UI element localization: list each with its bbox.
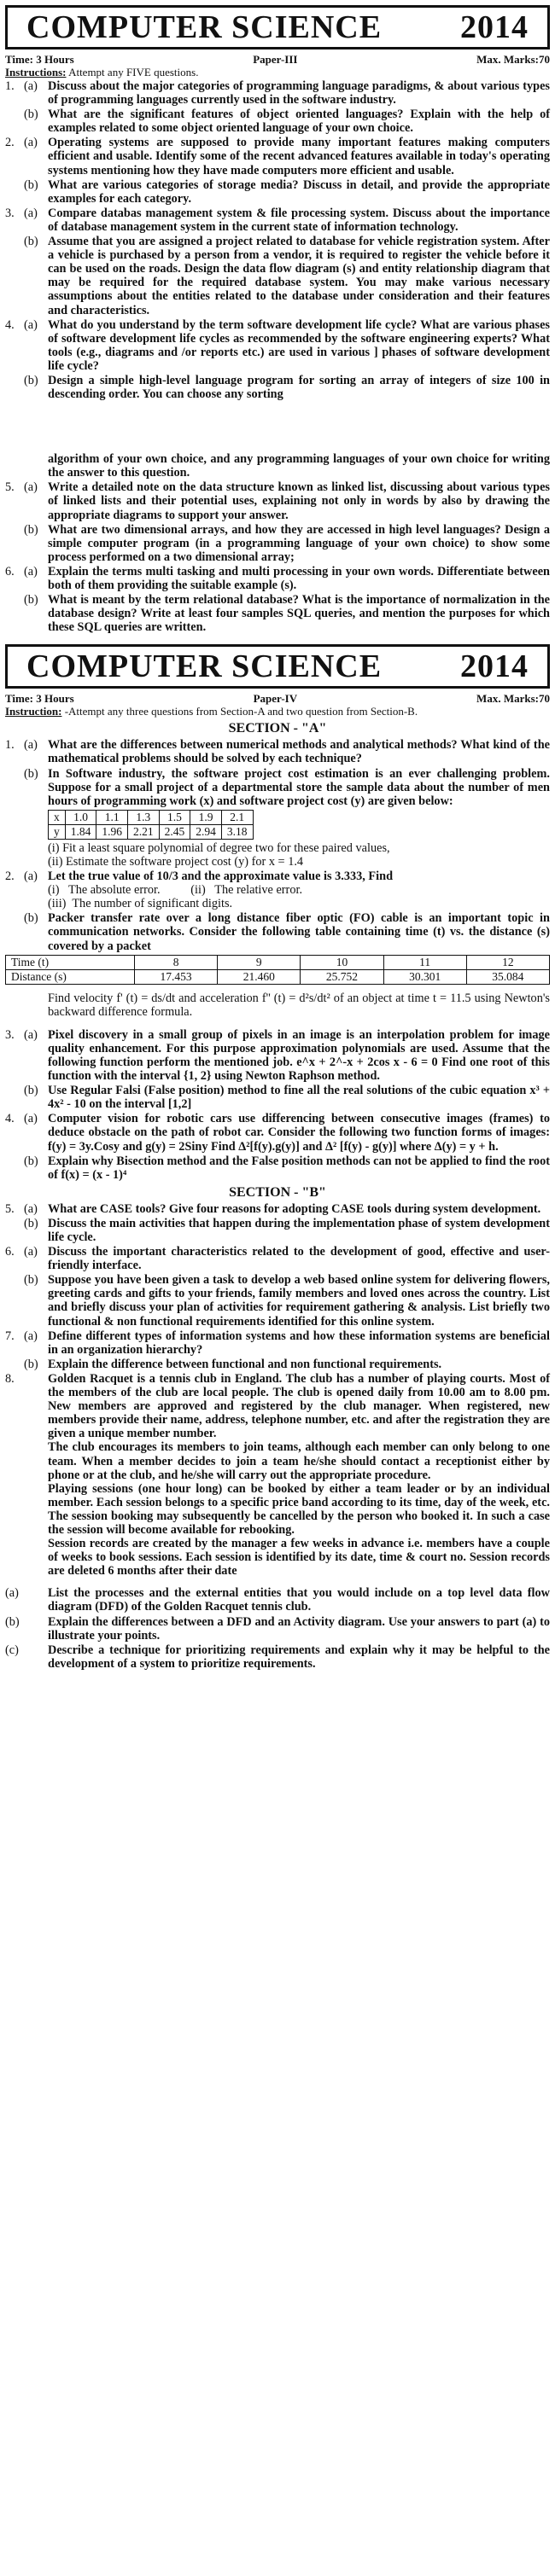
question-part: (a) bbox=[24, 1245, 38, 1259]
question-text: List the processes and the external entities that you would include on a top level data flow diagram (DFD) of the Golden Racquet tennis club. bbox=[48, 1586, 550, 1614]
question-part: (b) bbox=[24, 522, 38, 537]
paper4-question bbox=[5, 767, 550, 808]
question-part: (b) bbox=[24, 1273, 38, 1288]
question-part: (b) bbox=[24, 1216, 38, 1230]
q2a-items bbox=[5, 883, 550, 910]
question-part: (b) bbox=[24, 235, 38, 249]
paper3-question bbox=[5, 565, 550, 592]
question-number bbox=[5, 1084, 24, 1111]
paper3-questions bbox=[5, 79, 550, 401]
paper4-question bbox=[5, 1358, 550, 1371]
paper4-paper: Paper-IV bbox=[253, 692, 298, 706]
question-part: (a) bbox=[24, 136, 38, 150]
question-text: What are the differences between numerical methods and analytical methods? What kind of the mathematical problems should be solved by each technique? bbox=[48, 738, 550, 766]
q2b-tail: Find velocity f' (t) = ds/dt and acceleration f'' (t) = d²s/dt² of an object at time t = 11.5 using Newton's backward difference formula. bbox=[48, 991, 550, 1019]
question-number: 2. bbox=[5, 136, 15, 150]
question-number bbox=[5, 523, 24, 564]
q8-paragraph: Playing sessions (one hour long) can be booked by either a team leader or by an individual member. Each session belongs to a specific price band according to its time, day of the week, etc. The session booking may subsequently be cancelled by the person who booked it. In such a case the session will become available for rebooking. bbox=[48, 1481, 550, 1537]
table-row-label: Distance (s) bbox=[6, 969, 135, 984]
table-cell: 17.453 bbox=[134, 969, 217, 984]
q2a bbox=[5, 869, 550, 883]
table-row-label: y bbox=[49, 824, 66, 839]
table-cell: 1.0 bbox=[65, 810, 96, 824]
paper4-title-bar bbox=[5, 644, 550, 689]
paper3-question bbox=[5, 108, 550, 135]
paper3-question bbox=[5, 374, 550, 401]
question-part: (a) bbox=[24, 1201, 38, 1216]
q1b-item: (i) Fit a least square polynomial of degree two for these paired values, bbox=[48, 840, 390, 855]
question-number: 6. bbox=[5, 1245, 15, 1259]
table-cell: 2.1 bbox=[221, 810, 253, 824]
question-part: (b) bbox=[24, 1357, 38, 1371]
paper3-question bbox=[5, 235, 550, 317]
paper4-instructions bbox=[5, 705, 550, 718]
question-part: (b) bbox=[24, 593, 38, 608]
table-cell: 12 bbox=[466, 955, 549, 969]
question-part: (b) bbox=[24, 108, 38, 122]
table-cell: 2.45 bbox=[159, 824, 190, 839]
q2a-sub: (a) bbox=[24, 869, 38, 884]
question-text: Discuss about the major categories of programming language paradigms, & about various types of programming languages currently used in the software industry. bbox=[48, 79, 550, 108]
table-row-label: x bbox=[49, 810, 66, 824]
paper4-question bbox=[5, 738, 550, 765]
question-number bbox=[5, 1154, 24, 1182]
question-part: (a) bbox=[5, 1586, 19, 1601]
table-cell: 21.460 bbox=[218, 969, 301, 984]
q8-paragraph: The club encourages its members to join teams, although each member can only belong to one team. When a member decides to join a team he/she should contact a receptionist either by phone or at the club, and he/she will carry out the appropriate procedure. bbox=[48, 1440, 550, 1482]
paper4-section-a-questions bbox=[5, 738, 550, 807]
question-number: 1. bbox=[5, 79, 15, 93]
paper4-time: Time: 3 Hours bbox=[5, 692, 74, 706]
table-cell: 1.84 bbox=[65, 824, 96, 839]
paper4-question bbox=[5, 1329, 550, 1357]
q8-num: 8. bbox=[5, 1371, 15, 1386]
question-number: 7. bbox=[5, 1329, 15, 1343]
paper3-title: COMPUTER SCIENCE bbox=[26, 9, 383, 45]
paper3-question bbox=[5, 318, 550, 373]
paper4-instructions-text: -Attempt any three questions from Section-A and two question from Section-B. bbox=[64, 705, 418, 718]
q2b bbox=[5, 911, 550, 952]
question-text: Define different types of information systems and how these information systems are beneficial in an organization hierarchy? bbox=[48, 1329, 550, 1357]
q2b-sub: (b) bbox=[24, 911, 38, 926]
q8-parts bbox=[5, 1586, 550, 1671]
question-text: Suppose you have been given a task to develop a web based online system for delivering flowers, greeting cards and gifts to your friends, family members and loved ones across the country. List and briefly discuss your plan of activities for requirement gathering & analysis. List briefly two functional & non functional requirements identified for this online system. bbox=[48, 1273, 550, 1329]
question-number: 3. bbox=[5, 1027, 15, 1042]
table-row bbox=[6, 955, 550, 969]
paper4-marks: Max. Marks:70 bbox=[476, 692, 550, 706]
question-part: (c) bbox=[5, 1643, 19, 1657]
q2a-text: Let the true value of 10/3 and the approximate value is 3.333, Find bbox=[48, 869, 394, 884]
paper3-year: 2014 bbox=[460, 9, 529, 45]
question-number bbox=[5, 1358, 24, 1371]
paper4-question bbox=[5, 1154, 550, 1182]
q8-paragraph: Session records are created by the manager a few weeks in advance i.e. members have a couple of weeks to book sessions. Each session is identified by its date, time & court no. Session records are deleted 6 months after their date bbox=[48, 1537, 550, 1579]
question-number bbox=[5, 235, 24, 317]
paper4-question bbox=[5, 1217, 550, 1244]
question-text: Discuss the main activities that happen during the implementation phase of system development life cycle. bbox=[48, 1216, 550, 1244]
table-cell: 11 bbox=[383, 955, 466, 969]
paper3-question bbox=[5, 593, 550, 634]
paper3-marks: Max. Marks:70 bbox=[476, 53, 550, 66]
paper3-question bbox=[5, 79, 550, 107]
question-text: Explain the difference between functional and non functional requirements. bbox=[48, 1357, 442, 1371]
cost-data-table bbox=[48, 810, 254, 840]
paper3-paper: Paper-III bbox=[253, 53, 298, 66]
question-number: 5. bbox=[5, 1201, 15, 1216]
table-cell: 9 bbox=[218, 955, 301, 969]
question-number bbox=[5, 178, 24, 206]
table-cell: 30.301 bbox=[383, 969, 466, 984]
question-part: (a) bbox=[24, 738, 38, 753]
paper4-question bbox=[5, 1112, 550, 1153]
paper4-instructions-label: Instruction: bbox=[5, 705, 62, 718]
table-cell: 35.084 bbox=[466, 969, 549, 984]
section-b-heading: SECTION - "B" bbox=[229, 1184, 326, 1200]
question-part: (a) bbox=[24, 317, 38, 332]
question-number bbox=[5, 1273, 24, 1328]
table-row bbox=[49, 810, 254, 824]
question-number: 6. bbox=[5, 564, 15, 579]
paper3-instructions-label: Instructions: bbox=[5, 66, 67, 79]
paper4-year: 2014 bbox=[460, 648, 529, 685]
question-text: Write a detailed note on the data structure known as linked list, discussing about various types of linked lists and their potential uses, explaining not only in words by also by drawing the appropriate diagrams to support your answer. bbox=[48, 480, 550, 522]
question-number: 1. bbox=[5, 738, 15, 753]
table-row bbox=[6, 969, 550, 984]
q8-part bbox=[5, 1643, 550, 1671]
question-number bbox=[5, 1217, 24, 1244]
paper3-question bbox=[5, 206, 550, 234]
section-a-heading: SECTION - "A" bbox=[228, 721, 327, 736]
table-cell: 2.21 bbox=[128, 824, 160, 839]
table-cell: 1.96 bbox=[96, 824, 128, 839]
question-text: Design a simple high-level language program for sorting an array of integers of size 100 in descending order. You can choose any sorting bbox=[48, 373, 550, 402]
question-part: (b) bbox=[24, 1154, 38, 1168]
question-part: (b) bbox=[5, 1614, 20, 1629]
paper4-section-b-questions bbox=[5, 1202, 550, 1371]
question-text: Compare databas management system & file processing system. Discuss about the importance of database management system in the current state of information technology. bbox=[48, 206, 550, 234]
table-cell: 1.3 bbox=[128, 810, 160, 824]
paper3-continuation: algorithm of your own choice, and any programming languages of your own choice for writing the answer to this question. bbox=[48, 452, 550, 480]
paper3-question bbox=[5, 136, 550, 177]
q8-case-study bbox=[48, 1372, 550, 1578]
question-text: Describe a technique for prioritizing requirements and explain why it may be helpful to the development of a system to prioritize requirements. bbox=[48, 1643, 550, 1671]
question-part: (a) bbox=[24, 1112, 38, 1126]
question-text: Pixel discovery in a small group of pixels in an image is an interpolation problem for image quality enhancement. For this purpose approximation polynomials are used. Assume that the following function perform the mentioned job. e^x + 2^-x + 2cos x - 6 = 0 Find one root of this function with the interval {1, 2} using Newton Raphson method. bbox=[48, 1027, 550, 1084]
table-row-label: Time (t) bbox=[6, 955, 135, 969]
question-text: In Software industry, the software project cost estimation is an ever challenging problem. Suppose for a small project of a departmental store the sample data about the number of men hours of programming work (x) and software project cost (y) are given below: bbox=[48, 766, 550, 808]
question-number: 3. bbox=[5, 206, 15, 220]
paper3-time: Time: 3 Hours bbox=[5, 53, 74, 66]
paper3-instructions-text: Attempt any FIVE questions. bbox=[68, 66, 199, 79]
table-cell: 1.1 bbox=[96, 810, 128, 824]
question-text: What are CASE tools? Give four reasons for adopting CASE tools during system development. bbox=[48, 1201, 541, 1216]
q8-paragraph: Golden Racquet is a tennis club in England. The club has a number of playing courts. Most of the members of the club are local people. The club is opened daily from 10.00 am to 8.00 pm. New members are approved and registered by the club manager. When registered, new members provide their name, address, telephone number, etc. and after the registration they are given a unique member number. bbox=[48, 1371, 550, 1441]
q1b-items bbox=[5, 841, 550, 869]
q8 bbox=[5, 1372, 550, 1578]
question-part: (a) bbox=[24, 564, 38, 579]
question-text: Explain the differences between a DFD and an Activity diagram. Use your answers to part (a) to illustrate your points. bbox=[48, 1614, 550, 1643]
paper4-question bbox=[5, 1273, 550, 1328]
question-part: (a) bbox=[24, 480, 38, 495]
question-part: (b) bbox=[24, 1084, 38, 1098]
table-cell: 8 bbox=[134, 955, 217, 969]
q2a-num: 2. bbox=[5, 869, 15, 884]
q8-part bbox=[5, 1615, 550, 1643]
question-text: What are various categories of storage media? Discuss in detail, and provide the appropriate examples for each category. bbox=[48, 177, 550, 206]
paper4-question bbox=[5, 1202, 550, 1216]
paper4-title: COMPUTER SCIENCE bbox=[26, 648, 383, 685]
exam-page bbox=[0, 5, 555, 2576]
paper3-meta bbox=[5, 53, 550, 66]
question-text: Discuss the important characteristics related to the development of good, effective and user-friendly interface. bbox=[48, 1245, 550, 1273]
q2b-text: Packer transfer rate over a long distance fiber optic (FO) cable is an important topic in communication networks. Consider the following table containing time (t) vs. the distance (s) covered by a packet bbox=[48, 911, 550, 953]
question-number: 5. bbox=[5, 480, 15, 495]
paper3-question bbox=[5, 178, 550, 206]
page-gap bbox=[5, 401, 550, 452]
question-part: (b) bbox=[24, 373, 38, 387]
question-text: Explain why Bisection method and the False position methods can not be applied to find the root of f(x) = (x - 1)⁴ bbox=[48, 1154, 550, 1182]
q1b-item: (ii) Estimate the software project cost (y) for x = 1.4 bbox=[48, 854, 304, 869]
question-text: Explain the terms multi tasking and multi processing in your own words. Differentiate between both of them providing the suitable example (s). bbox=[48, 564, 550, 592]
paper3-instructions bbox=[5, 66, 550, 79]
question-text: What do you understand by the term software development life cycle? What are various phases of software development life cycles as recommended by the software engineering experts? What tools (e.g., diagrams and /or reports etc.) are used in various ] phases of software development life cycle? bbox=[48, 317, 550, 373]
question-text: Assume that you are assigned a project related to database for vehicle registration system. After a vehicle is purchased by a person from a vendor, it is required to register the vehicle before it can be used on the roads. Design the data flow diagram (s) and entity relationship diagram that may be required for the required database system. You may make various necessary assumptions about the entities related to the database under consideration and their features and characteristics. bbox=[48, 235, 550, 317]
q2a-item: (i) The absolute error. (ii) The relative error. bbox=[48, 883, 303, 898]
question-part: (b) bbox=[24, 766, 38, 781]
question-text: Operating systems are supposed to provide many important features making computers efficient and usable. Identify some of the recent advanced features available in today's operating systems mentioning how they have made computers more efficient and usable. bbox=[48, 136, 550, 177]
q8-part bbox=[5, 1586, 550, 1614]
paper3-title-bar bbox=[5, 5, 550, 49]
paper3-question bbox=[5, 480, 550, 521]
distance-data-table bbox=[5, 955, 550, 985]
question-number bbox=[5, 374, 24, 401]
question-part: (a) bbox=[24, 1329, 38, 1343]
table-cell: 1.5 bbox=[159, 810, 190, 824]
question-number: 4. bbox=[5, 1112, 15, 1126]
q2b-num bbox=[5, 911, 24, 952]
table-row bbox=[49, 824, 254, 839]
paper4-meta bbox=[5, 692, 550, 705]
table-cell: 1.9 bbox=[190, 810, 222, 824]
question-text: Use Regular Falsi (False position) method to fine all the real solutions of the cubic equation x³ + 4x² - 10 on the interval [1,2] bbox=[48, 1084, 550, 1112]
paper4-question bbox=[5, 1028, 550, 1083]
question-text: What is meant by the term relational database? What is the importance of normalization in the database design? Write at least four samples SQL queries, and mention the purposes for which these SQL queries are written. bbox=[48, 593, 550, 635]
question-text: What are the significant features of object oriented languages? Explain with the help of examples related to some object oriented language of your own choice. bbox=[48, 108, 550, 136]
paper3-question bbox=[5, 523, 550, 564]
table-cell: 3.18 bbox=[221, 824, 253, 839]
question-text: Computer vision for robotic cars use differencing between consecutive images (frames) to deduce obstacle on the path of robot car. Consider the following two function forms of images: f(y) = 3y.Cosy and g(y) = 2Siny Find Δ²[f(y).g(y)] and Δ² [f(y) - g(y)] where Δ(y) = y + h. bbox=[48, 1112, 550, 1154]
question-number bbox=[5, 593, 24, 634]
table-cell: 2.94 bbox=[190, 824, 222, 839]
question-number bbox=[5, 767, 24, 808]
question-part: (a) bbox=[24, 206, 38, 220]
paper4-question bbox=[5, 1245, 550, 1272]
question-part: (b) bbox=[24, 177, 38, 192]
question-text: What are two dimensional arrays, and how they are accessed in high level languages? Design a simple computer program (in a programming language of your own choice) to show some process performed on a two dimensional array; bbox=[48, 522, 550, 564]
table-cell: 10 bbox=[301, 955, 383, 969]
question-number bbox=[5, 108, 24, 135]
question-part: (a) bbox=[24, 1027, 38, 1042]
question-number: 4. bbox=[5, 317, 15, 332]
table-cell: 25.752 bbox=[301, 969, 383, 984]
q2a-item: (iii) The number of significant digits. bbox=[48, 897, 233, 911]
paper3-questions-2 bbox=[5, 480, 550, 634]
paper4-section-a-questions-2 bbox=[5, 1028, 550, 1182]
question-part: (a) bbox=[24, 79, 38, 93]
paper4-question bbox=[5, 1084, 550, 1111]
